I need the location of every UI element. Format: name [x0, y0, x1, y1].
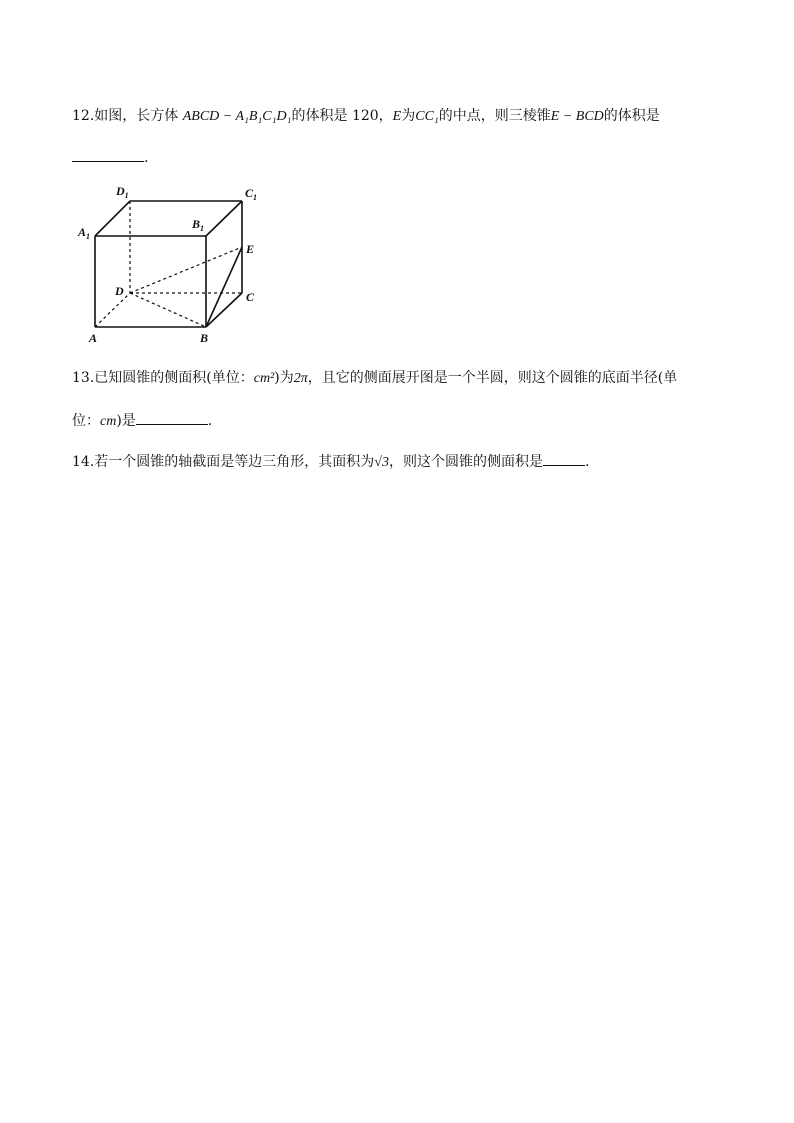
- question-12-answer-line: [72, 147, 148, 168]
- edge-b1c1: [206, 201, 242, 236]
- math-expression: ABCD − A₁B₁C₁D₁: [182, 109, 292, 124]
- box-figure: [72, 180, 272, 348]
- period: .: [144, 150, 149, 166]
- text-segment: 的中点，则三棱锥: [438, 108, 551, 124]
- math-expression: cm²: [253, 371, 275, 386]
- text-segment: 为: [401, 108, 416, 124]
- hidden-segment-db: [130, 293, 206, 327]
- math-expression: E: [392, 109, 402, 124]
- math-expression: cm: [100, 414, 117, 429]
- answer-blank[interactable]: [136, 410, 208, 425]
- question-13-text-cont: [72, 410, 212, 432]
- edge-bc: [206, 293, 242, 327]
- question-number: 12.: [72, 108, 95, 124]
- math-expression: E − BCD: [550, 109, 604, 124]
- label-c1: $C_1$: [245, 186, 258, 202]
- period: .: [207, 413, 213, 429]
- label-d1: $D_1$: [116, 184, 129, 200]
- label-b: B: [200, 331, 209, 345]
- question-13-text: [72, 368, 677, 389]
- segment-eb: [206, 247, 242, 327]
- text-segment: ，则这个圆锥的侧面积是: [388, 454, 543, 470]
- hidden-edge-ad: [95, 293, 130, 327]
- text-segment: 的体积是 120，: [291, 108, 393, 124]
- text-segment: 的体积是: [603, 108, 660, 124]
- label-e: E: [246, 242, 255, 256]
- math-expression: √3: [374, 455, 389, 470]
- text-segment: 位：: [72, 413, 100, 429]
- text-segment: 若一个圆锥的轴截面是等边三角形，其面积为: [94, 454, 375, 470]
- text-segment: 如图，长方体: [94, 108, 179, 124]
- question-12-text: [72, 106, 660, 127]
- answer-blank[interactable]: [543, 451, 585, 466]
- question-number: 13.: [72, 370, 95, 386]
- answer-blank[interactable]: [72, 147, 144, 162]
- label-d: D: [115, 284, 124, 298]
- edge-a1d1: [95, 201, 130, 236]
- math-expression: 2π: [293, 371, 308, 386]
- text-segment: ，且它的侧面展开图是一个半圆，则这个圆锥的底面半径(单: [307, 370, 678, 386]
- math-expression: CC₁: [415, 109, 439, 124]
- label-b1: $B_1$: [192, 217, 205, 233]
- question-number: 14.: [72, 454, 95, 470]
- text-segment: 已知圆锥的侧面积(单位：: [94, 370, 254, 386]
- label-a1: $A_1$: [78, 225, 91, 241]
- period: .: [584, 454, 590, 470]
- text-segment: )是: [116, 413, 136, 429]
- label-c: C: [246, 290, 255, 304]
- question-14-text: [72, 451, 589, 473]
- text-segment: )为: [274, 370, 294, 386]
- label-a: A: [89, 331, 98, 345]
